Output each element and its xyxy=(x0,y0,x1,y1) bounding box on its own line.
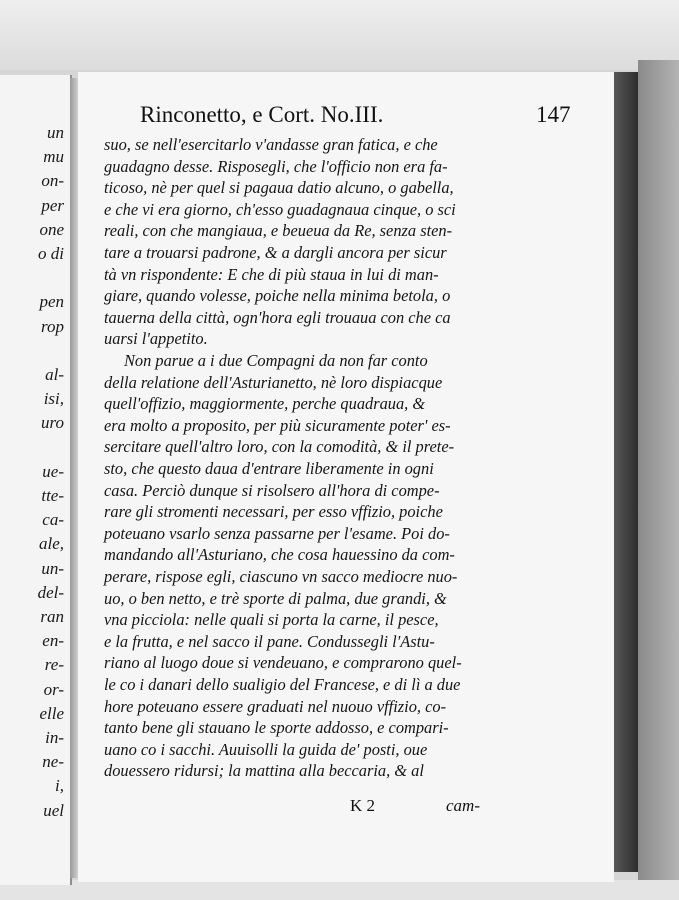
left-page-fragment: al- xyxy=(45,365,64,384)
left-page-fragment: i, xyxy=(55,776,64,796)
text-line: guadagno desse. Risposegli, che l'officio non era fa- xyxy=(104,156,448,176)
catchword: cam- xyxy=(446,796,480,815)
left-page-fragment: pen xyxy=(39,292,64,312)
text-line: le co i danari dello sualigio del Francese, e di lì a due xyxy=(104,675,461,694)
text-line: Non parue a i due Compagni da non far conto xyxy=(124,351,428,370)
background-top xyxy=(0,0,679,70)
right-page xyxy=(78,72,614,882)
left-page-fragment: ran xyxy=(40,607,64,626)
left-page-fragment: isi, xyxy=(43,389,64,409)
left-page-fragment: o di xyxy=(38,244,64,263)
text-line: reali, con che mangiaua, e beueua da Re, senza sten- xyxy=(104,221,453,241)
left-page-fragment: en- xyxy=(42,631,64,651)
left-page-fragment: uel xyxy=(43,800,64,820)
text-line: giare, quando volesse, poiche nella minima betola, o xyxy=(104,286,451,306)
text-line: tanto bene gli stauano le sporte addosso, e compari- xyxy=(104,718,449,738)
text-line: tà vn rispondente: E che di più staua in lui di man- xyxy=(104,264,439,284)
left-page xyxy=(0,75,72,885)
left-page-fragment: or- xyxy=(43,679,64,699)
background-bottom xyxy=(0,880,679,900)
left-page-fragment: one xyxy=(39,219,64,239)
text-line: mandando all'Asturiano, che cosa hauessino da com- xyxy=(104,545,455,565)
left-page-fragment: ne- xyxy=(42,752,64,772)
text-line: della relatione dell'Asturianetto, nè loro dispiacque xyxy=(104,372,443,392)
text-line: perare, rispose egli, ciascuno vn sacco mediocre nuo- xyxy=(104,567,458,586)
text-line: riano al luogo doue si vendeuano, e comprarono quel- xyxy=(104,653,462,673)
text-line: uarsi l'appetito. xyxy=(104,329,208,349)
left-page-fragment: ca- xyxy=(42,510,64,530)
text-line: tare a trouarsi padrone, & a dargli ancora per sicur xyxy=(104,243,447,262)
left-page-fragment: un xyxy=(47,123,64,142)
left-page-fragment: mu xyxy=(43,147,64,167)
signature-mark: K 2 xyxy=(350,796,376,815)
left-page-fragment: in- xyxy=(45,728,64,747)
left-page-fragment: on- xyxy=(41,171,64,191)
text-line: suo, se nell'esercitarlo v'andasse gran fatica, e che xyxy=(104,135,438,154)
left-page-fragment: ue- xyxy=(42,461,64,481)
page-header xyxy=(140,102,610,132)
text-line: quell'offizio, maggiormente, perche quadraua, & xyxy=(104,394,426,414)
text-line: e che vi era giorno, ch'esso guadagnaua cinque, o sci xyxy=(104,199,456,219)
text-line: uo, o ben netto, e trè sporte di palma, due grandi, & xyxy=(104,588,447,608)
text-line: hore poteuano essere graduati nel nuouo vffizio, co- xyxy=(104,696,447,716)
text-line: douessero ridursi; la mattina alla beccaria, & al xyxy=(104,761,424,781)
text-line: poteuano vsarlo senza passarne per l'esame. Poi do- xyxy=(104,523,450,543)
text-line: era molto a proposito, per più sicuramente poter' es- xyxy=(104,415,451,435)
left-page-fragment: tte- xyxy=(41,486,64,505)
running-title: Rinconetto, e Cort. No.III. xyxy=(140,102,384,127)
left-page-fragment: un- xyxy=(41,558,64,578)
text-line: sercitare quell'altro loro, con la comodità, & il prete- xyxy=(104,437,455,457)
text-line: sto, che questo daua d'entrare liberamente in ogni xyxy=(104,459,434,478)
left-page-fragment: del- xyxy=(37,582,64,602)
background-right xyxy=(638,60,679,900)
text-line: rare gli stromenti necessari, per esso vffizio, poiche xyxy=(104,502,443,522)
text-line: tauerna della città, ogn'hora egli trouaua con che ca xyxy=(104,307,451,327)
left-page-fragment: re- xyxy=(44,655,64,675)
text-line: vna picciola: nelle quali si porta la carne, il pesce, xyxy=(104,610,439,630)
page-number: 147 xyxy=(536,102,571,127)
left-page-fragment: rop xyxy=(41,316,64,336)
left-page-fragment: ale, xyxy=(38,534,64,554)
left-page-fragment: uro xyxy=(41,413,64,433)
text-line: uano co i sacchi. Auuisolli la guida de' posti, oue xyxy=(104,739,428,759)
text-line: e la frutta, e nel sacco il pane. Condussegli l'Astu- xyxy=(104,631,435,651)
left-page-fragment: per xyxy=(41,195,64,215)
left-page-fragment: elle xyxy=(39,703,64,723)
text-line: casa. Perciò dunque si risolsero all'hora di compe- xyxy=(104,480,440,500)
book-edge xyxy=(612,72,638,872)
text-line: ticoso, nè per quel si pagaua datio alcuno, o gabella, xyxy=(104,178,454,198)
